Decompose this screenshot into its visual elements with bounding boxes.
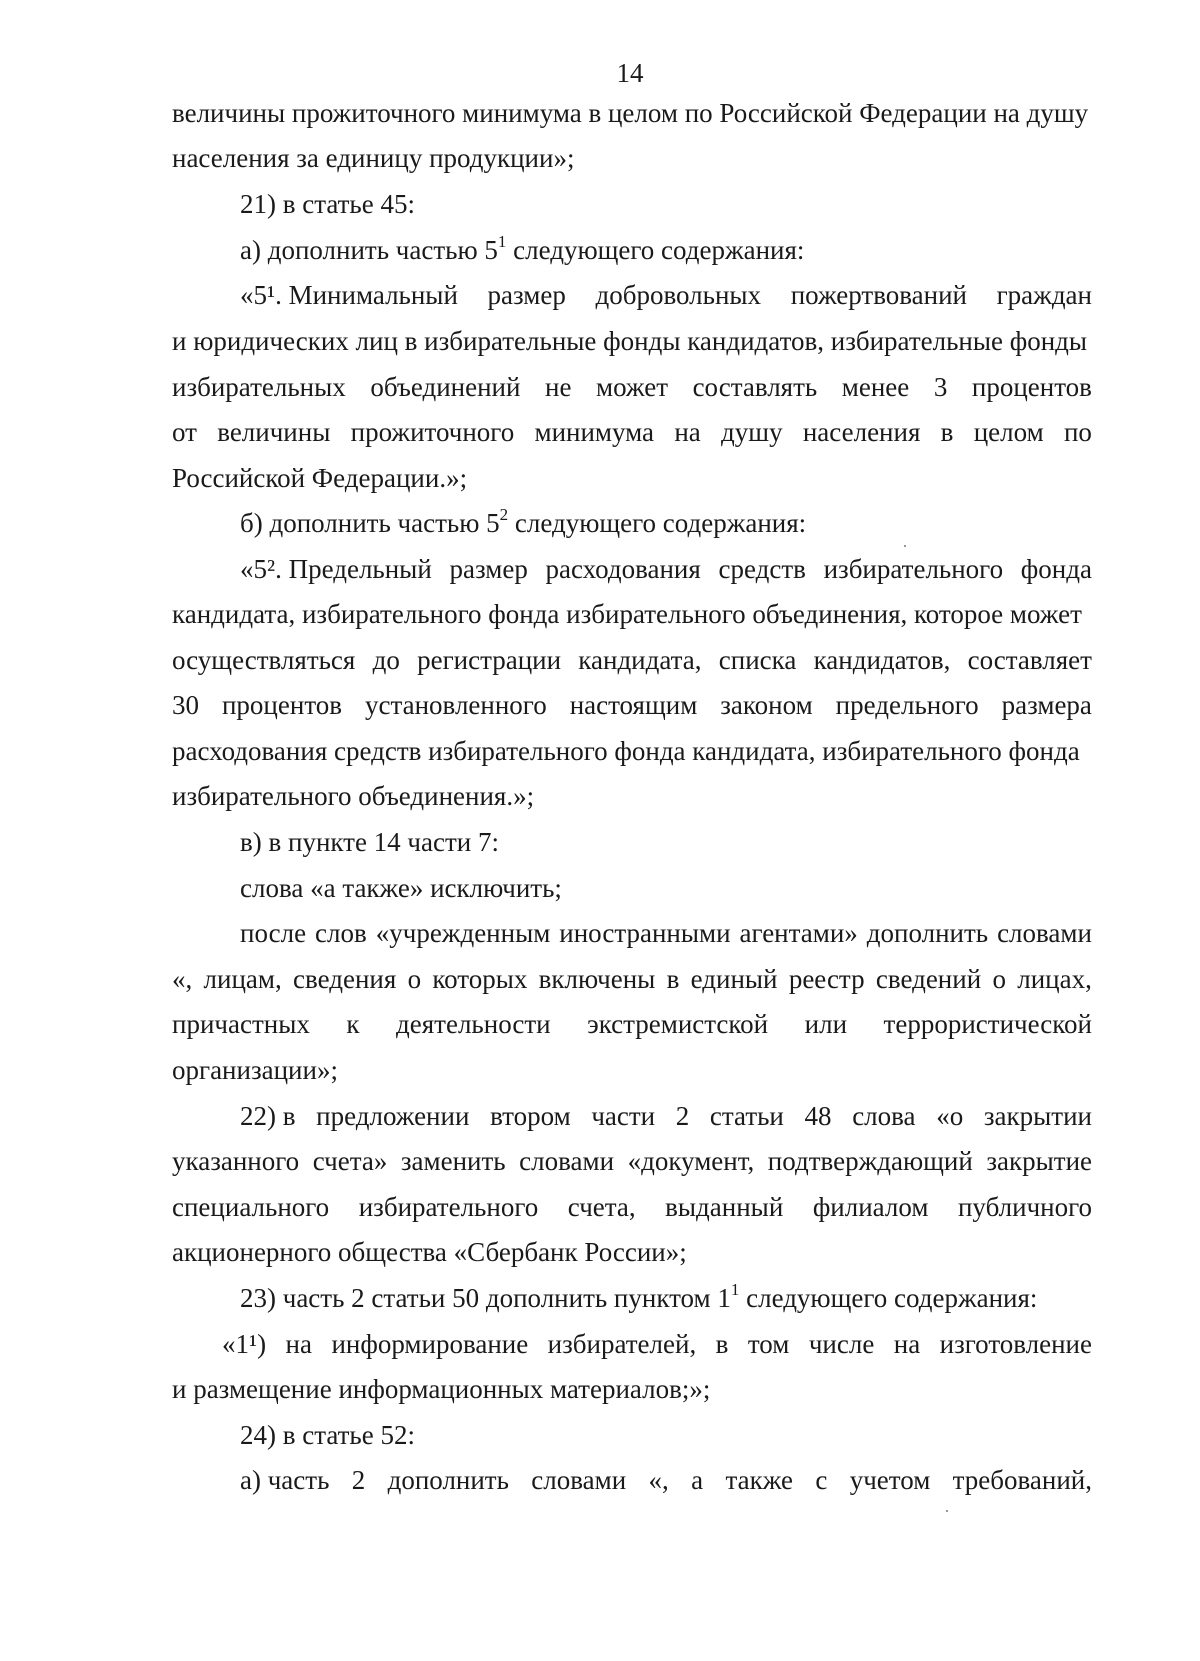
- text-line: кандидата, избирательного фонда избирательного объединения, которое может: [172, 599, 1082, 629]
- word: числе: [808, 1329, 875, 1359]
- word: словами: [519, 1146, 615, 1176]
- word: изготовление: [939, 1329, 1092, 1359]
- word: лицам,: [203, 964, 282, 994]
- word: закрытии: [983, 1101, 1092, 1131]
- word: слов: [315, 918, 367, 948]
- text-line: [240, 233, 804, 267]
- word: граждан: [996, 280, 1092, 310]
- word: в: [940, 417, 954, 447]
- word: специального: [172, 1192, 330, 1222]
- word: «о: [936, 1101, 964, 1131]
- superscript: 2: [499, 505, 509, 524]
- justified-line: [172, 370, 1092, 404]
- text-fragment: б) дополнить частью 5: [240, 508, 500, 538]
- word: «учрежденным: [375, 918, 551, 948]
- word: закрытие: [986, 1146, 1092, 1176]
- text-fragment: 23) часть 2 статьи 50 дополнить пунктом 1: [240, 1283, 731, 1313]
- word: «5¹. Минимальный: [240, 280, 458, 310]
- word: с: [815, 1465, 828, 1495]
- justified-line: [240, 916, 1092, 950]
- word: счета»: [312, 1146, 388, 1176]
- text-line: акционерного общества «Сбербанк России»;: [172, 1237, 687, 1267]
- word: деятельности: [396, 1009, 551, 1039]
- scan-speck: [904, 545, 906, 547]
- word: учетом: [849, 1465, 931, 1495]
- scan-speck: [946, 1510, 948, 1512]
- text-line: и юридических лиц в избирательные фонды кандидатов, избирательные фонды: [172, 326, 1088, 356]
- word: агентами»: [739, 918, 858, 948]
- word: словами: [997, 918, 1092, 948]
- word: филиалом: [812, 1192, 929, 1222]
- justified-line: [172, 415, 1092, 449]
- word: также: [725, 1465, 793, 1495]
- word: слова: [852, 1101, 916, 1131]
- text-line: и размещение информационных материалов;»;: [172, 1374, 711, 1404]
- word: иностранными: [559, 918, 731, 948]
- word: избирательных: [172, 372, 346, 402]
- word: объединений: [370, 372, 521, 402]
- word: кандидата,: [578, 645, 702, 675]
- word: в: [715, 1329, 729, 1359]
- word: «,: [648, 1465, 669, 1495]
- word: или: [804, 1009, 848, 1039]
- text-line: 24) в статье 52:: [240, 1420, 415, 1450]
- word: «документ,: [627, 1146, 755, 1176]
- word: «5². Предельный: [240, 554, 432, 584]
- word: размер: [449, 554, 528, 584]
- word: «,: [172, 964, 193, 994]
- word: 30: [172, 690, 199, 720]
- word: лицах,: [1017, 964, 1092, 994]
- text-line: избирательного объединения.»;: [172, 781, 535, 811]
- justified-line: [240, 1099, 1092, 1133]
- text-fragment: следующего содержания:: [506, 235, 805, 265]
- page-number: 14: [616, 58, 644, 88]
- justified-line: [222, 1327, 1092, 1361]
- word: избирательного: [358, 1192, 539, 1222]
- word: до: [372, 645, 400, 675]
- word: установленного: [365, 690, 547, 720]
- word: от: [172, 417, 197, 447]
- word: о: [407, 964, 422, 994]
- word: избирательного: [823, 554, 1004, 584]
- word: добровольных: [595, 280, 762, 310]
- justified-line: [240, 552, 1092, 586]
- word: на: [893, 1329, 921, 1359]
- word: в: [666, 964, 680, 994]
- word: части: [591, 1101, 656, 1131]
- text-line: [240, 506, 806, 540]
- word: публичного: [957, 1192, 1092, 1222]
- word: может: [596, 372, 668, 402]
- word: о: [992, 964, 1006, 994]
- justified-line: [172, 688, 1092, 722]
- word: пожертвований: [790, 280, 967, 310]
- word: предложении: [316, 1101, 470, 1131]
- word: к: [346, 1009, 360, 1039]
- text-line: в) в пункте 14 части 7:: [240, 827, 499, 857]
- word: реестр: [788, 964, 865, 994]
- word: менее: [841, 372, 910, 402]
- word: процентов: [971, 372, 1092, 402]
- word: 2: [675, 1101, 690, 1131]
- word: террористической: [883, 1009, 1092, 1039]
- word: сведений: [875, 964, 982, 994]
- text-line: величины прожиточного минимума в целом по Российской Федерации на душу: [172, 98, 1089, 128]
- word: причастных: [172, 1009, 310, 1039]
- justified-line: [172, 643, 1092, 677]
- word: 48: [804, 1101, 832, 1131]
- word: осуществляться: [172, 645, 356, 675]
- word: сведения: [293, 964, 397, 994]
- text-line: организации»;: [172, 1055, 338, 1085]
- word: 3: [933, 372, 948, 402]
- word: составляет: [967, 645, 1092, 675]
- word: расходования: [545, 554, 701, 584]
- text-line: [240, 1281, 1037, 1315]
- word: втором: [490, 1101, 571, 1131]
- word: настоящим: [569, 690, 698, 720]
- word: статьи: [709, 1101, 784, 1131]
- word: на: [285, 1329, 312, 1359]
- word: фонда: [1020, 554, 1092, 584]
- word: а: [691, 1465, 704, 1495]
- text-line: 21) в статье 45:: [240, 189, 415, 219]
- word: на: [674, 417, 701, 447]
- text-line: населения за единицу продукции»;: [172, 143, 575, 173]
- text-line: Российской Федерации.»;: [172, 463, 468, 493]
- word: размер: [487, 280, 566, 310]
- word: единый: [690, 964, 778, 994]
- word: 22) в: [240, 1101, 296, 1131]
- word: регистрации: [417, 645, 562, 675]
- word: которых: [432, 964, 528, 994]
- text-fragment: следующего содержания:: [739, 1283, 1038, 1313]
- word: целом: [973, 417, 1044, 447]
- justified-line: [240, 278, 1092, 312]
- justified-line: [172, 1190, 1092, 1224]
- word: не: [545, 372, 572, 402]
- word: указанного: [172, 1146, 300, 1176]
- word: «1¹): [222, 1329, 267, 1359]
- word: минимума: [534, 417, 655, 447]
- word: выданный: [665, 1192, 784, 1222]
- word: списка: [718, 645, 797, 675]
- word: законом: [720, 690, 813, 720]
- justified-line: [172, 962, 1092, 996]
- word: душу: [721, 417, 783, 447]
- word: после: [240, 918, 307, 948]
- superscript: 1: [497, 232, 507, 251]
- text-line: расходования средств избирательного фонда кандидата, избирательного фонда: [172, 736, 1080, 766]
- text-fragment: а) дополнить частью 5: [240, 235, 498, 265]
- word: 2: [351, 1465, 366, 1495]
- word: величины: [217, 417, 331, 447]
- word: счета,: [567, 1192, 636, 1222]
- word: а) часть: [240, 1465, 330, 1495]
- text-fragment: следующего содержания:: [508, 508, 807, 538]
- text-line: слова «а также» исключить;: [240, 873, 562, 903]
- word: избирателей,: [547, 1329, 697, 1359]
- word: дополнить: [866, 918, 989, 948]
- word: по: [1063, 417, 1092, 447]
- justified-line: [240, 1463, 1092, 1497]
- word: включены: [538, 964, 656, 994]
- word: экстремистской: [587, 1009, 769, 1039]
- word: прожиточного: [350, 417, 515, 447]
- word: заменить: [400, 1146, 506, 1176]
- word: составлять: [692, 372, 818, 402]
- word: кандидатов,: [813, 645, 951, 675]
- word: требований,: [952, 1465, 1092, 1495]
- justified-line: [172, 1144, 1092, 1178]
- word: предельного: [835, 690, 979, 720]
- word: процентов: [221, 690, 343, 720]
- superscript: 1: [730, 1280, 740, 1299]
- word: информирование: [331, 1329, 529, 1359]
- word: словами: [531, 1465, 627, 1495]
- word: подтверждающий: [767, 1146, 973, 1176]
- justified-line: [172, 1007, 1092, 1041]
- word: средств: [718, 554, 806, 584]
- word: населения: [802, 417, 921, 447]
- word: размера: [1001, 690, 1092, 720]
- word: том: [747, 1329, 790, 1359]
- word: дополнить: [387, 1465, 509, 1495]
